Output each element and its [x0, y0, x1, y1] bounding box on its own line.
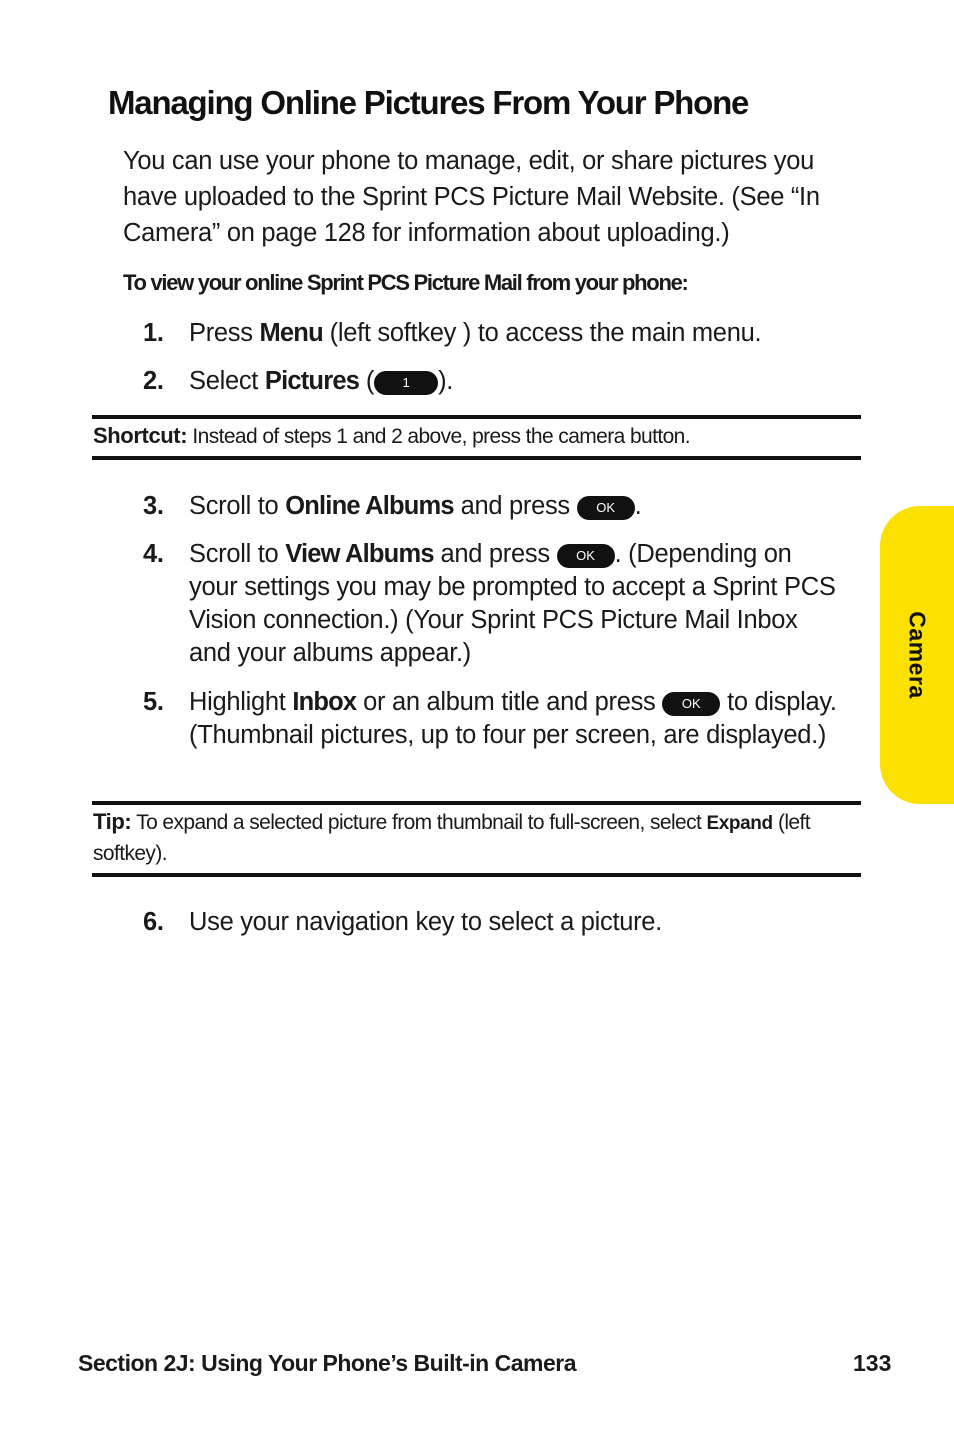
- ok-key-icon: OK: [662, 692, 720, 716]
- section-tab-label: Camera: [904, 611, 931, 699]
- ok-key-icon: OK: [577, 496, 635, 520]
- expand-label: Expand: [706, 813, 773, 834]
- step-text: Highlight: [189, 688, 293, 716]
- page-title: Managing Online Pictures From Your Phone: [108, 84, 749, 121]
- step-text: and press: [433, 540, 557, 568]
- shortcut-note: [93, 421, 833, 452]
- divider: [92, 456, 861, 460]
- step-text: and press: [453, 492, 577, 520]
- divider: [92, 415, 861, 419]
- step-number: 6.: [143, 908, 164, 936]
- step-text: Scroll to: [189, 540, 286, 568]
- view-albums-label: View Albums: [285, 540, 434, 568]
- step-text: Press: [189, 319, 260, 347]
- step-number: 2.: [143, 367, 164, 395]
- step-text: ).: [438, 367, 454, 395]
- step-text: to display. (Thumbnail pictures, up to four per screen, are displayed.): [189, 688, 837, 749]
- step-text: or an album title and press: [356, 688, 663, 716]
- online-albums-label: Online Albums: [285, 492, 454, 520]
- step-text: .: [634, 492, 642, 520]
- ok-key-icon: OK: [557, 544, 615, 568]
- step-text: Select: [189, 367, 265, 395]
- shortcut-text: Instead of steps 1 and 2 above, press the camera button.: [187, 425, 690, 448]
- step-text: (: [359, 367, 375, 395]
- inbox-label: Inbox: [292, 688, 357, 716]
- tip-text: To expand a selected picture from thumbnail to full-screen, select: [131, 811, 707, 834]
- divider: [92, 873, 861, 877]
- step-text: Use your navigation key to select a picture.: [189, 908, 662, 936]
- step-text: (left softkey ) to access the main menu.: [322, 319, 762, 347]
- pictures-label: Pictures: [264, 367, 360, 395]
- divider: [92, 801, 861, 805]
- tip-label: Tip:: [93, 809, 132, 834]
- step-text: Scroll to: [189, 492, 286, 520]
- procedure-heading: To view your online Sprint PCS Picture Mail from your phone:: [123, 270, 688, 295]
- intro-paragraph: You can use your phone to manage, edit, or share pictures you have uploaded to the Sprint PCS Picture Mail Website. (See “In Camera” on page 128 for information about uploading.): [123, 147, 820, 247]
- step-text: . (Depending on your settings you may be prompted to accept a Sprint PCS Vision connection.) (Your Sprint PCS Picture Mail Inbox and your albums appear.): [189, 540, 836, 667]
- step-number: 4.: [143, 540, 164, 568]
- tip-note: [93, 807, 833, 869]
- step-number: 5.: [143, 688, 164, 716]
- step-number: 1.: [143, 319, 164, 347]
- shortcut-label: Shortcut:: [93, 423, 188, 448]
- tip-text: (left softkey).: [93, 811, 810, 865]
- page-number: 133: [853, 1350, 892, 1376]
- menu-key-label: Menu: [259, 319, 323, 347]
- footer-section-title: Section 2J: Using Your Phone’s Built-in Camera: [78, 1350, 577, 1376]
- step-number: 3.: [143, 492, 164, 520]
- one-key-icon: 1: [374, 371, 438, 395]
